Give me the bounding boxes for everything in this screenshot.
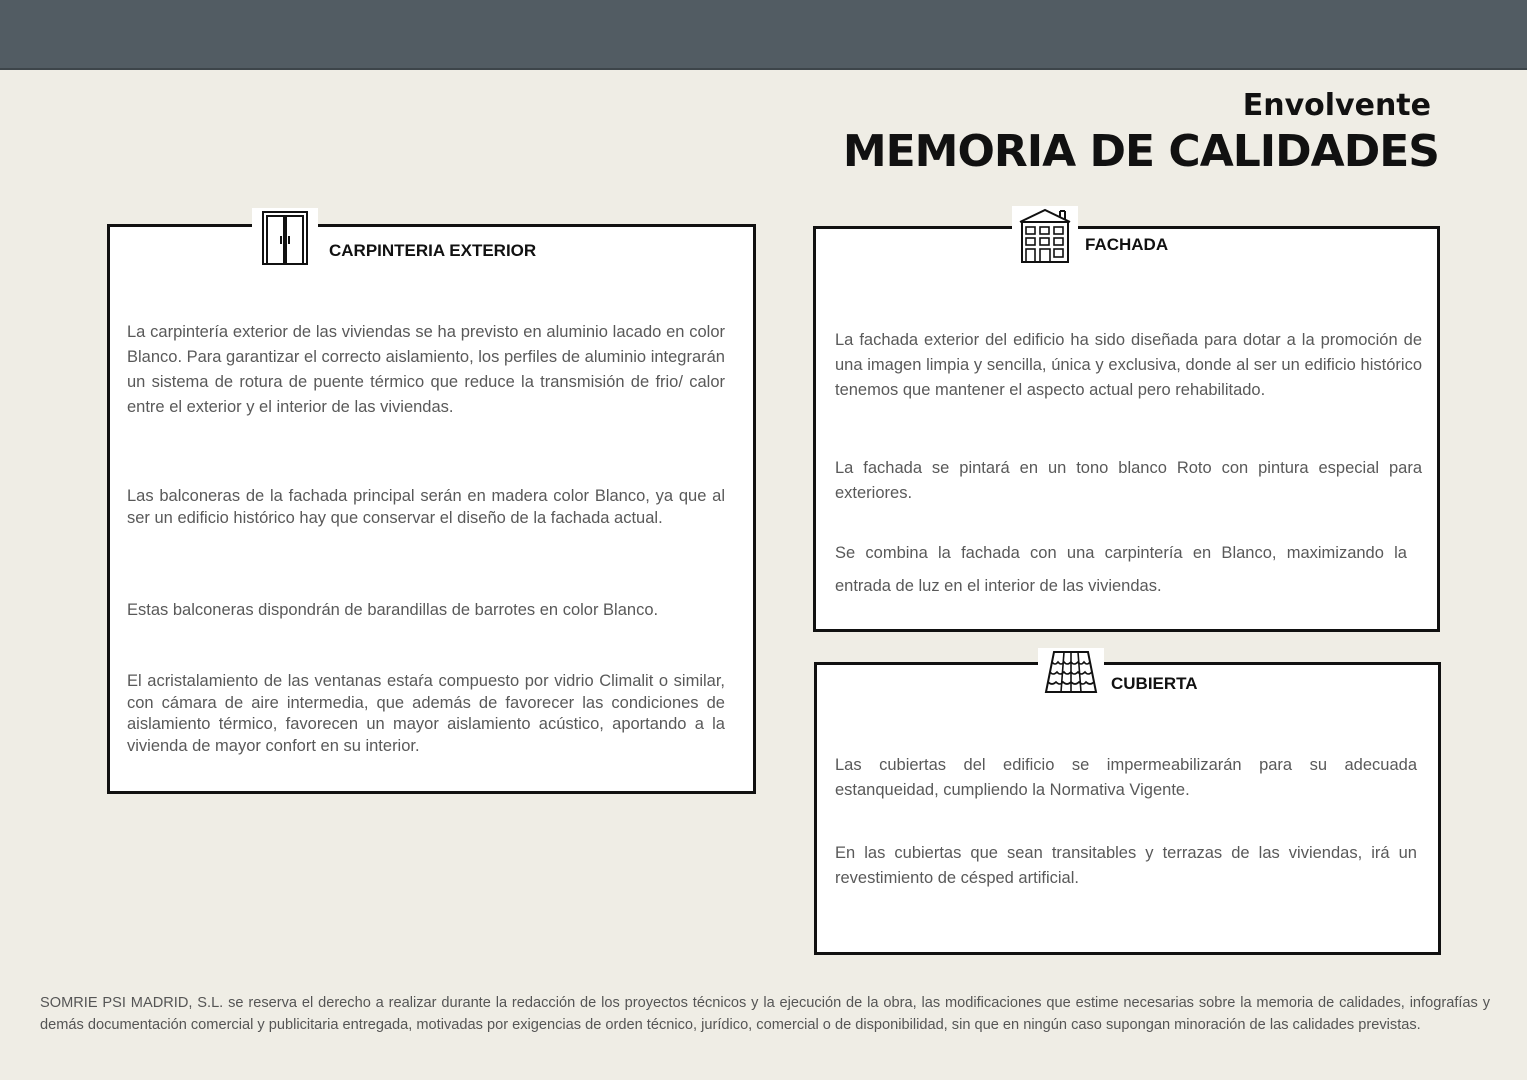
carpinteria-paragraph-4: El acristalamiento de las ventanas estaŕa compuesto por vidrio Climalit o similar, con cámara de aire intermedia, que además de favorecer las condiciones de aislamiento térmico, favorecen un mayor aislamiento acústico, aportando a la vivienda de mayor confort en su interior. (127, 672, 725, 755)
cubierta-paragraph-2: En las cubiertas que sean transitables y terrazas de las viviendas, irá un revestimiento de césped artificial. (835, 844, 1417, 887)
footer-disclaimer: SOMRIE PSI MADRID, S.L. se reserva el derecho a realizar durante la redacción de los proyectos técnicos y la ejecución de la obra, las modificaciones que estime necesarias sobre la memoria de calidades, infografías y demás documentación comercial y publicitaria entregada, motivadas por exigencias de orden técnico, jurídico, comercial o de disponibilidad, sin que en ningún caso supongan minoración de las calidades previstas. (40, 995, 1490, 1033)
card-heading-fachada: FACHADA (1085, 235, 1169, 254)
page-title: MEMORIA DE CALIDADES (842, 126, 1439, 177)
roof-tiles-icon (1038, 648, 1104, 698)
top-banner (0, 0, 1527, 70)
cubierta-paragraph-1: Las cubiertas del edificio se impermeabilizarán para su adecuada estanqueidad, cumpliendo la Normativa Vigente. (835, 756, 1417, 799)
carpinteria-paragraph-3: Estas balconeras dispondrán de barandillas de barrotes en color Blanco. (127, 601, 659, 619)
card-cubierta (814, 662, 1441, 955)
window-door-icon (252, 208, 318, 266)
fachada-paragraph-1: La fachada exterior del edificio ha sido diseñada para dotar a la promoción de una imagen limpia y sencilla, única y exclusiva, donde al ser un edificio histórico tenemos que mantener el aspecto actual pero rehabilitado. (835, 331, 1422, 399)
page-subtitle: Envolvente (1242, 88, 1431, 123)
card-heading-cubierta: CUBIERTA (1111, 674, 1198, 693)
card-heading-carpinteria: CARPINTERIA EXTERIOR (329, 241, 537, 260)
carpinteria-paragraph-2: Las balconeras de la fachada principal serán en madera color Blanco, ya que al ser un edificio histórico hay que conservar el diseño de la fachada actual. (127, 487, 725, 527)
fachada-paragraph-3: Se combina la fachada con una carpintería en Blanco, maximizando la entrada de luz en el interior de las viviendas. (835, 544, 1407, 595)
fachada-paragraph-2: La fachada se pintará en un tono blanco Roto con pintura especial para exteriores. (835, 459, 1422, 502)
carpinteria-paragraph-1: La carpintería exterior de las viviendas se ha previsto en aluminio lacado en color Blanco. Para garantizar el correcto aislamiento, los perfiles de aluminio integrarán un sistema de rotura de puente térmico que reduce la transmisión de frio/ calor entre el exterior y el interior de las viviendas. (127, 323, 725, 416)
building-icon (1012, 206, 1078, 264)
